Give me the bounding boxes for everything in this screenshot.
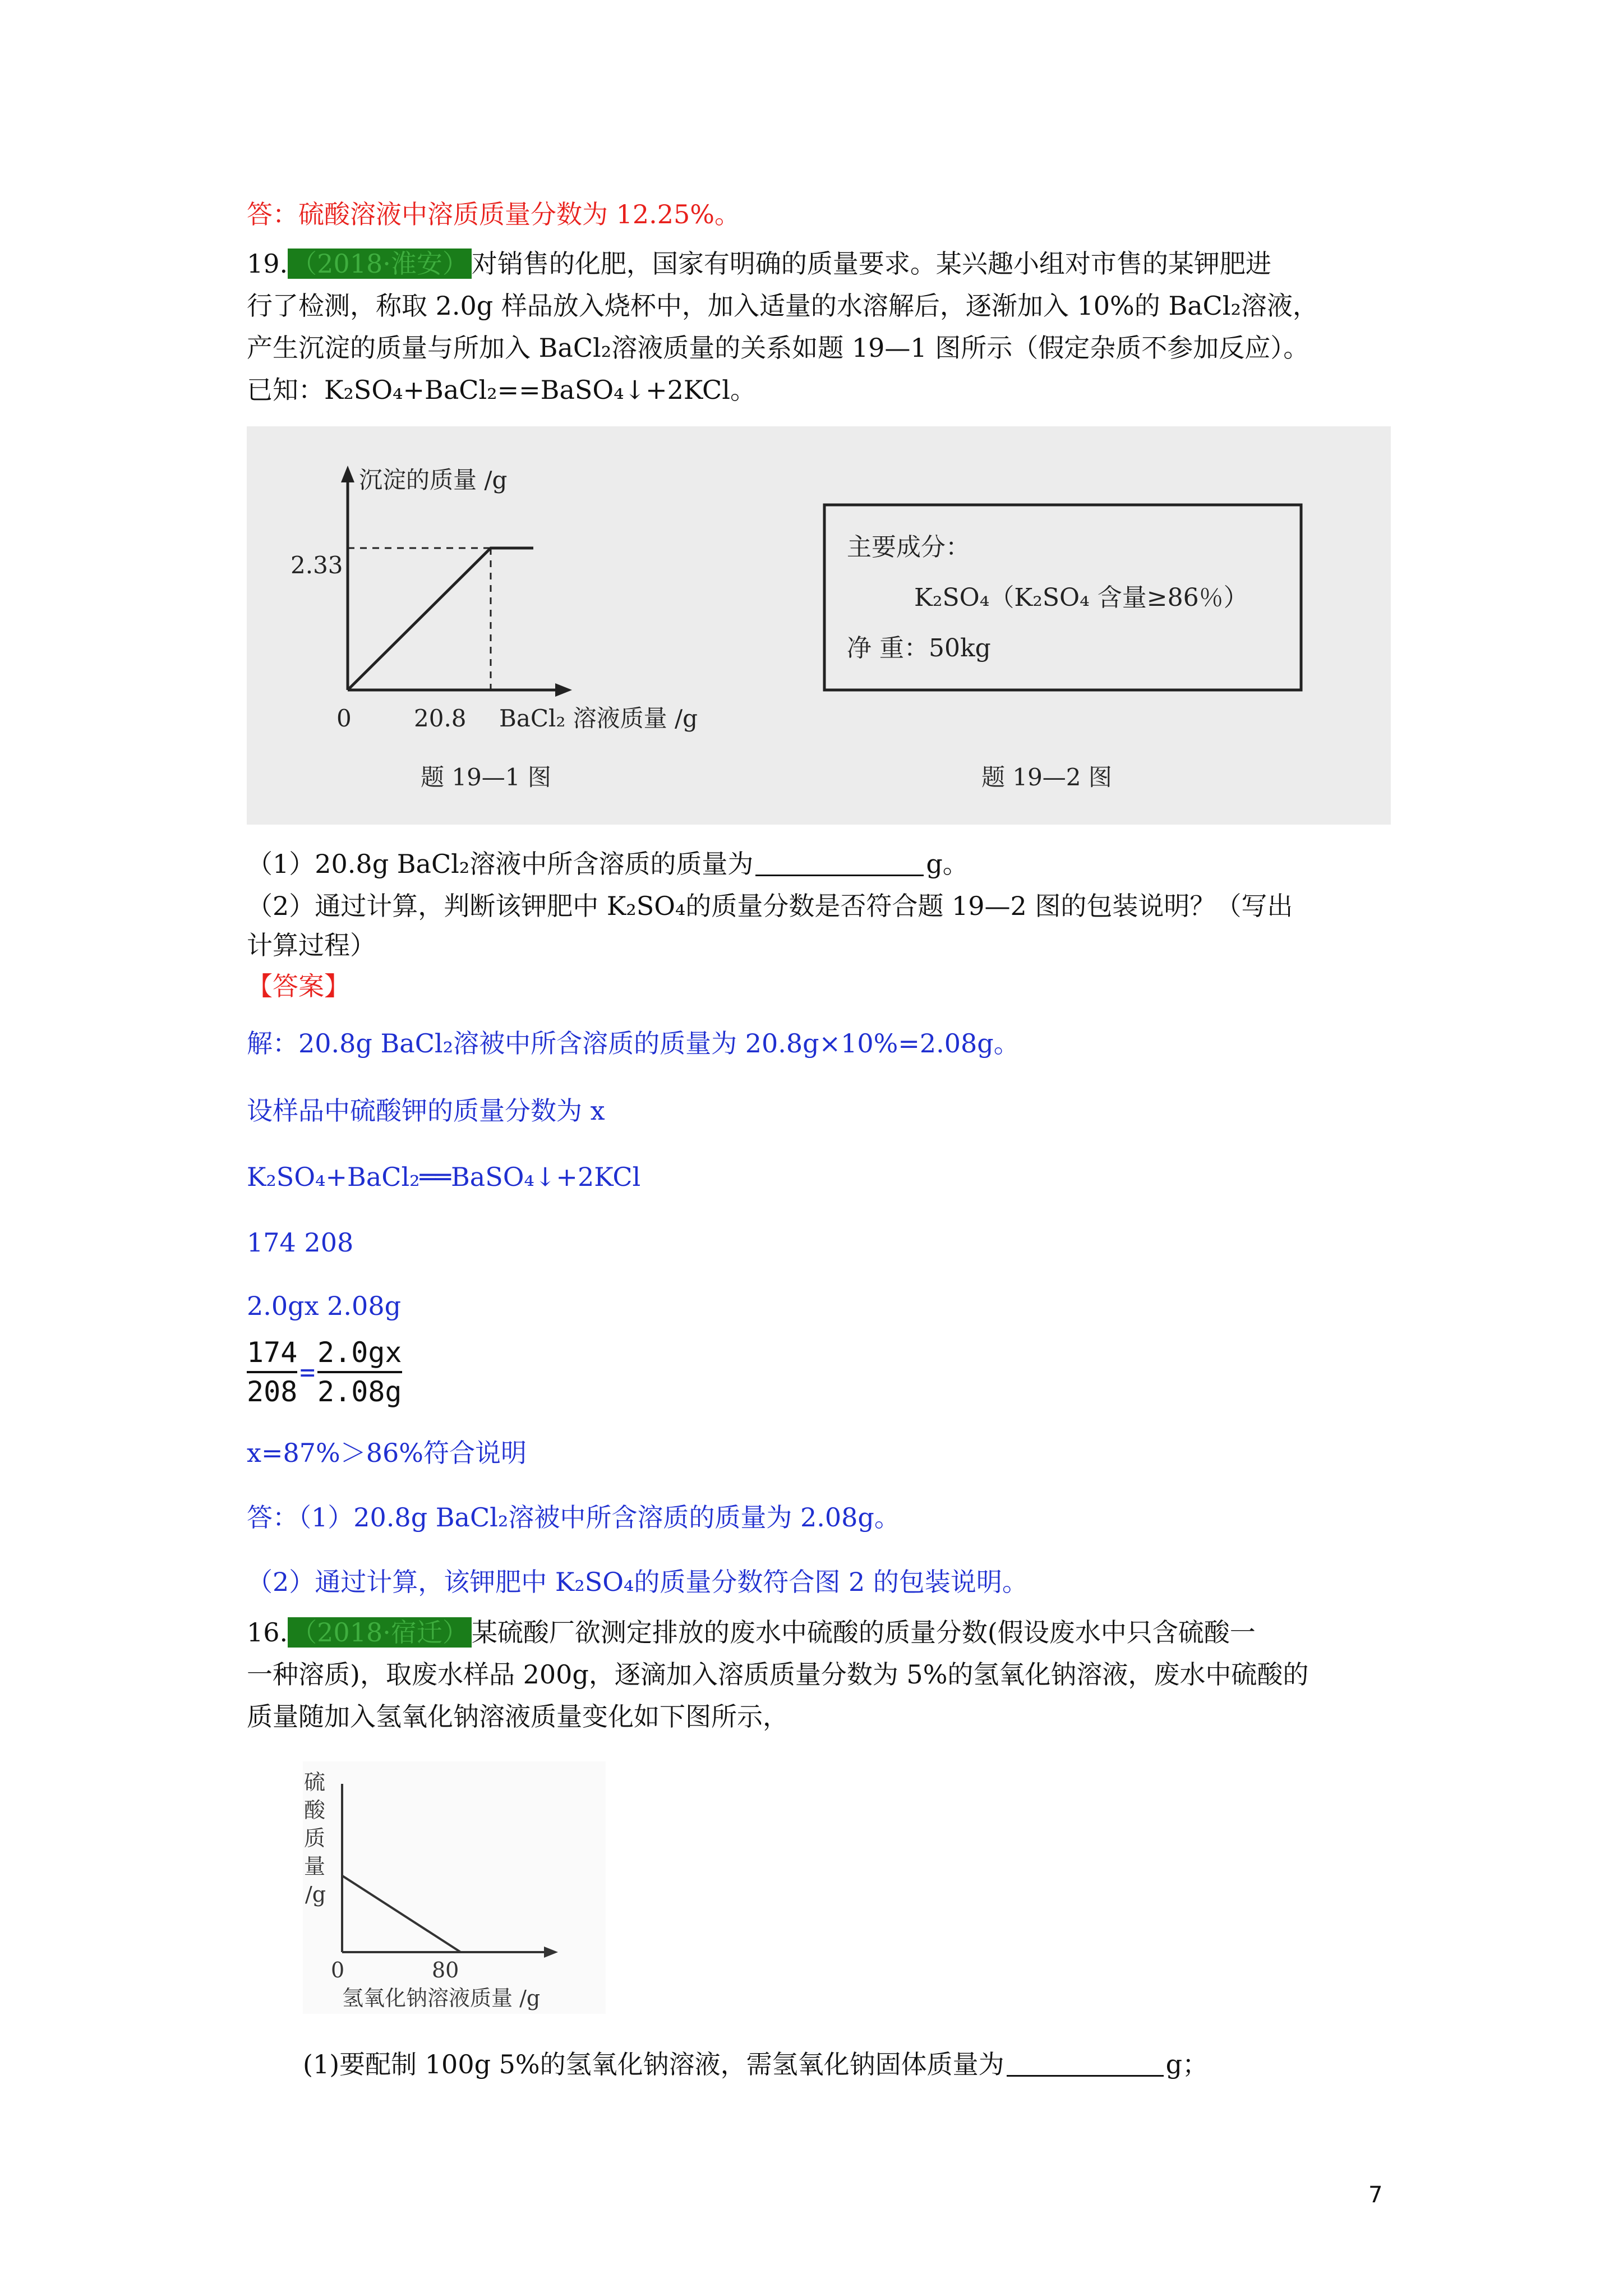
solution-answer-1: 答：（1）20.8g BaCl₂溶被中所含溶质的质量为 2.08g。 xyxy=(247,1502,900,1533)
x-axis-label: 氢氧化钠溶液质量 /g xyxy=(342,1986,541,2010)
x-tick-label: 20.8 xyxy=(414,705,467,732)
figure-19-svg xyxy=(247,426,1391,825)
question-1-text: （1）20.8g BaCl₂溶液中所含溶质的质量为 xyxy=(247,849,754,879)
fraction-right-denominator: 2.08g xyxy=(317,1375,402,1408)
solution-line-1: 解：20.8g BaCl₂溶被中所含溶质的质量为 20.8g×10%=2.08g。 xyxy=(247,1028,1020,1059)
question-2-cont: 计算过程） xyxy=(247,930,376,960)
problem-16-line3: 质量随加入氢氧化钠溶液质量变化如下图所示， xyxy=(247,1701,789,1732)
y-tick-label: 2.33 xyxy=(291,551,343,579)
x-axis-arrow xyxy=(555,683,572,697)
answer-line-prev: 答：硫酸溶液中溶质质量分数为 12.25%。 xyxy=(247,199,741,229)
problem-19-line2: 行了检测，称取 2.0g 样品放入烧杯中，加入适量的水溶解后，逐渐加入 10%的 BaCl₂溶液， xyxy=(247,291,1318,321)
problem-19-line1 xyxy=(247,247,1271,280)
solution-molar-masses: 174 208 xyxy=(247,1227,354,1258)
package-composition: K₂SO₄（K₂SO₄ 含量≥86％） xyxy=(914,583,1248,612)
problem-16-line1 xyxy=(247,1616,1256,1649)
answer-blank-1[interactable] xyxy=(755,850,924,876)
origin-label: 0 xyxy=(331,1958,345,1982)
problem-number: 19. xyxy=(247,249,288,279)
x-axis-arrow xyxy=(544,1947,558,1958)
figure-19-panel xyxy=(247,426,1391,825)
solution-answer-2: （2）通过计算，该钾肥中 K₂SO₄的质量分数符合图 2 的包装说明。 xyxy=(247,1567,1028,1597)
fraction-bar xyxy=(317,1371,402,1373)
proportion-fraction xyxy=(247,1335,402,1409)
series-line xyxy=(348,548,533,690)
problem-19-line3: 产生沉淀的质量与所加入 BaCl₂溶液质量的关系如题 19—1 图所示（假定杂质不参加反应）。 xyxy=(247,333,1310,363)
question-2: （2）通过计算，判断该钾肥中 K₂SO₄的质量分数是否符合题 19—2 图的包装说明？（写出 xyxy=(247,891,1293,921)
fraction-left-numerator: 174 xyxy=(247,1336,298,1369)
y-axis-label: 沉淀的质量 /g xyxy=(359,466,508,494)
y-label-unit: /g xyxy=(305,1882,326,1907)
y-label-char: 酸 xyxy=(304,1798,326,1823)
x-tick-label: 80 xyxy=(432,1958,459,1982)
equals-sign: = xyxy=(299,1357,316,1387)
question-text: (1)要配制 100g 5%的氢氧化钠溶液，需氢氧化钠固体质量为 xyxy=(303,2049,1004,2079)
series-line xyxy=(342,1876,460,1952)
package-weight: 净 重：50kg xyxy=(847,634,991,662)
source-tag: （2018·宿迁） xyxy=(288,1617,472,1648)
solution-line-2: 设样品中硫酸钾的质量分数为 x xyxy=(247,1096,605,1126)
fraction-bar xyxy=(247,1371,297,1373)
source-tag: （2018·淮安） xyxy=(288,249,472,279)
fraction-left-denominator: 208 xyxy=(247,1375,298,1408)
answer-label: 【答案】 xyxy=(247,971,350,1001)
figure-caption-2: 题 19—2 图 xyxy=(981,763,1112,791)
origin-label: 0 xyxy=(336,705,352,732)
page-number: 7 xyxy=(1368,2182,1383,2208)
question-unit: g； xyxy=(1165,2049,1209,2079)
package-title: 主要成分： xyxy=(847,533,970,562)
x-axis-label: BaCl₂ 溶液质量 /g xyxy=(499,705,698,732)
fraction-right-numerator: 2.0gx xyxy=(317,1336,402,1369)
y-label-char: 量 xyxy=(304,1854,326,1879)
fraction-right xyxy=(317,1335,402,1409)
problem-text: 对销售的化肥，国家有明确的质量要求。某兴趣小组对市售的某钾肥进 xyxy=(471,249,1271,279)
figure-caption-1: 题 19—1 图 xyxy=(421,763,551,791)
problem-number: 16. xyxy=(247,1617,288,1648)
problem-19-line4: 已知：K₂SO₄+BaCl₂==BaSO₄↓+2KCl。 xyxy=(247,375,756,405)
fraction-left xyxy=(247,1335,297,1409)
y-label-char: 质 xyxy=(304,1826,326,1851)
figure-16-panel xyxy=(303,1761,606,2014)
solution-result: x=87%＞86%符合说明 xyxy=(247,1438,527,1468)
y-axis-arrow xyxy=(341,466,354,482)
question-1-unit: g。 xyxy=(926,849,969,879)
solution-equation: K₂SO₄+BaCl₂══BaSO₄↓+2KCl xyxy=(247,1162,641,1192)
question-1 xyxy=(247,847,969,881)
problem-16-question-1 xyxy=(303,2047,1208,2081)
problem-16-line2: 一种溶质)，取废水样品 200g，逐滴加入溶质质量分数为 5%的氢氧化钠溶液，废水中硫酸的 xyxy=(247,1659,1309,1690)
problem-text: 某硫酸厂欲测定排放的废水中硫酸的质量分数(假设废水中只含硫酸一 xyxy=(471,1617,1256,1648)
figure-16-svg xyxy=(303,1761,606,2014)
y-label-char: 硫 xyxy=(304,1770,326,1795)
solution-masses: 2.0gx 2.08g xyxy=(247,1291,402,1321)
answer-blank-2[interactable] xyxy=(1007,2050,1164,2077)
